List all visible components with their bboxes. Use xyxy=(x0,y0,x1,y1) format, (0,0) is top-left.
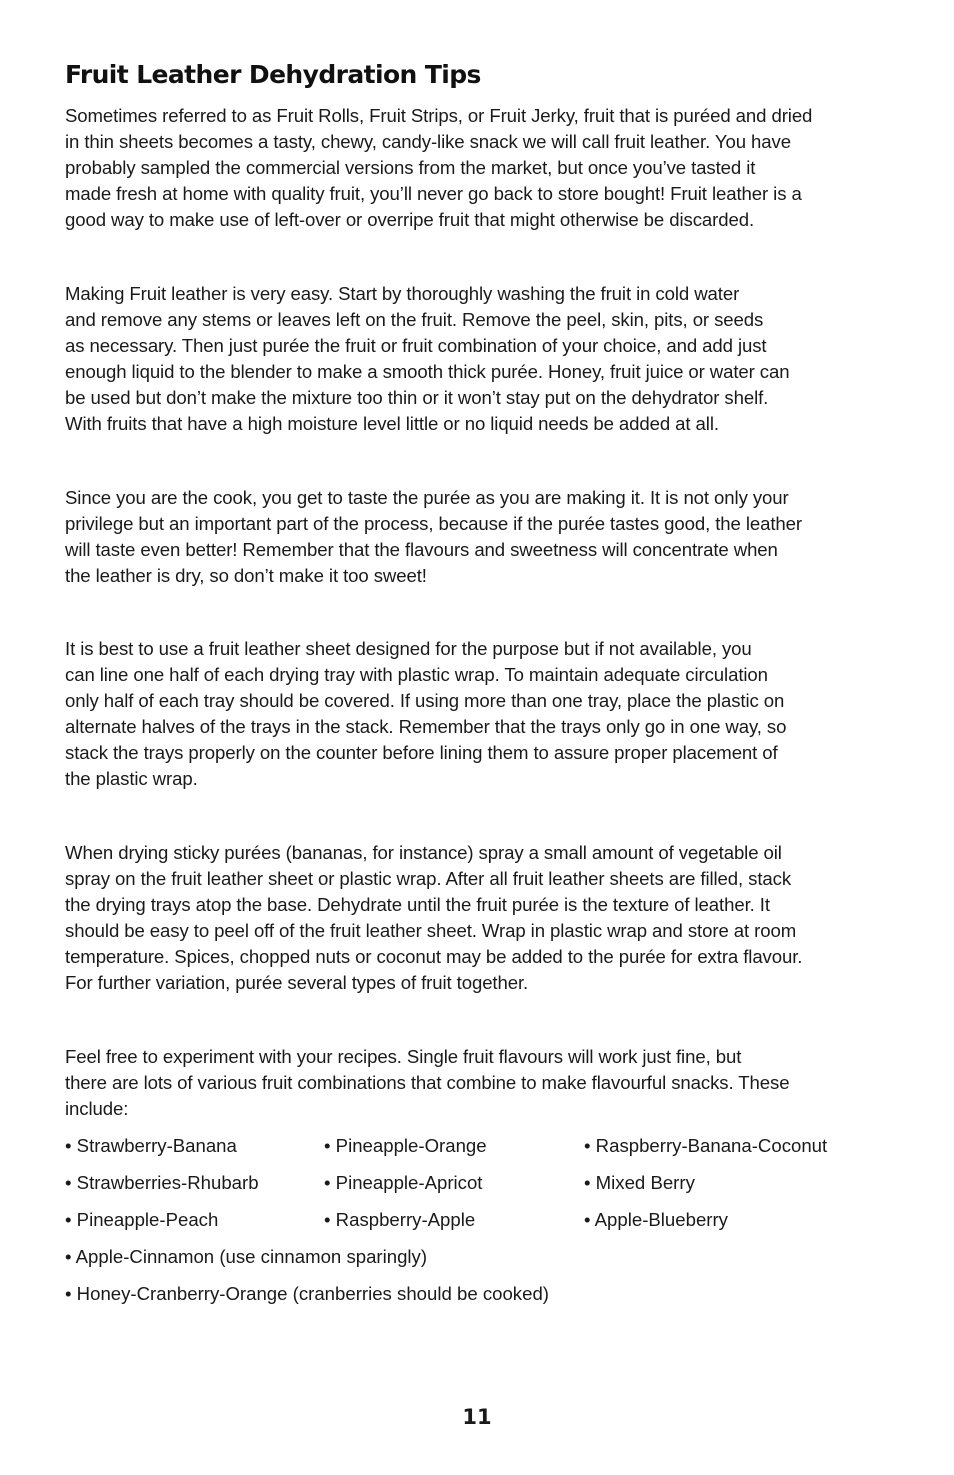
paragraph-line: enough liquid to the blender to make a smooth thick purée. Honey, fruit juice or water can xyxy=(65,361,790,382)
paragraph-line: good way to make use of left-over or overripe fruit that might otherwise be discarded. xyxy=(65,209,755,230)
paragraph-line: alternate halves of the trays in the stack. Remember that the trays only go in one way, so xyxy=(65,716,787,737)
page-number: 11 xyxy=(462,1405,492,1429)
list-item: • Pineapple-Orange xyxy=(324,1135,487,1156)
list-item: • Pineapple-Peach xyxy=(65,1209,219,1230)
list-item: • Pineapple-Apricot xyxy=(324,1172,483,1193)
paragraph-line: and remove any stems or leaves left on the fruit. Remove the peel, skin, pits, or seeds xyxy=(65,309,764,330)
page-title: Fruit Leather Dehydration Tips xyxy=(65,60,481,89)
paragraph-line: privilege but an important part of the process, because if the purée tastes good, the leather xyxy=(65,513,802,534)
bullet-row xyxy=(65,1244,895,1281)
paragraph-intro xyxy=(65,103,895,233)
paragraph-line: Making Fruit leather is very easy. Start by thoroughly washing the fruit in cold water xyxy=(65,283,740,304)
list-item: • Raspberry-Banana-Coconut xyxy=(584,1135,828,1156)
paragraph-line: For further variation, purée several types of fruit together. xyxy=(65,972,529,993)
paragraph-line: the drying trays atop the base. Dehydrate until the fruit purée is the texture of leather. It xyxy=(65,894,770,915)
list-item: • Strawberry-Banana xyxy=(65,1135,237,1156)
paragraph-line: only half of each tray should be covered. If using more than one tray, place the plastic on xyxy=(65,690,785,711)
bullet-row xyxy=(65,1281,895,1318)
bullet-row xyxy=(65,1133,895,1170)
paragraph-line: there are lots of various fruit combinations that combine to make flavourful snacks. These xyxy=(65,1072,790,1093)
paragraph-line: made fresh at home with quality fruit, you’ll never go back to store bought! Fruit leather is a xyxy=(65,183,802,204)
paragraph-line: should be easy to peel off of the fruit leather sheet. Wrap in plastic wrap and store at room xyxy=(65,920,797,941)
paragraph-line: can line one half of each drying tray with plastic wrap. To maintain adequate circulation xyxy=(65,664,768,685)
paragraph-line: temperature. Spices, chopped nuts or coconut may be added to the purée for extra flavour. xyxy=(65,946,803,967)
paragraph-line: the plastic wrap. xyxy=(65,768,198,789)
paragraph-line: the leather is dry, so don’t make it too sweet! xyxy=(65,565,427,586)
paragraph-line: Feel free to experiment with your recipes. Single fruit flavours will work just fine, but xyxy=(65,1046,742,1067)
paragraph-line: as necessary. Then just purée the fruit or fruit combination of your choice, and add just xyxy=(65,335,767,356)
list-item: • Raspberry-Apple xyxy=(324,1209,476,1230)
paragraph-line: Sometimes referred to as Fruit Rolls, Fruit Strips, or Fruit Jerky, fruit that is puréed and dried xyxy=(65,105,813,126)
paragraph-drying xyxy=(65,840,895,996)
paragraph-making xyxy=(65,281,895,437)
paragraph-sheets xyxy=(65,636,895,792)
bullet-row xyxy=(65,1170,895,1207)
paragraph-experiment xyxy=(65,1044,895,1122)
paragraph-line: stack the trays properly on the counter before lining them to assure proper placement of xyxy=(65,742,778,763)
paragraph-line: When drying sticky purées (bananas, for instance) spray a small amount of vegetable oil xyxy=(65,842,782,863)
list-item: • Apple-Cinnamon (use cinnamon sparingly) xyxy=(65,1246,428,1267)
paragraph-line: include: xyxy=(65,1098,129,1119)
paragraph-tasting xyxy=(65,485,895,589)
paragraph-line: probably sampled the commercial versions from the market, but once you’ve tasted it xyxy=(65,157,756,178)
paragraph-line: spray on the fruit leather sheet or plastic wrap. After all fruit leather sheets are filled, stack xyxy=(65,868,792,889)
list-item: • Strawberries-Rhubarb xyxy=(65,1172,259,1193)
bullet-row xyxy=(65,1207,895,1244)
paragraph-line: be used but don’t make the mixture too thin or it won’t stay put on the dehydrator shelf. xyxy=(65,387,769,408)
list-item: • Apple-Blueberry xyxy=(584,1209,728,1230)
paragraph-line: will taste even better! Remember that the flavours and sweetness will concentrate when xyxy=(65,539,778,560)
fruit-combination-list xyxy=(65,1133,895,1318)
paragraph-line: in thin sheets becomes a tasty, chewy, candy-like snack we will call fruit leather. You have xyxy=(65,131,791,152)
paragraph-line: It is best to use a fruit leather sheet designed for the purpose but if not available, you xyxy=(65,638,752,659)
list-item: • Mixed Berry xyxy=(584,1172,695,1193)
paragraph-line: Since you are the cook, you get to taste the purée as you are making it. It is not only your xyxy=(65,487,789,508)
list-item: • Honey-Cranberry-Orange (cranberries should be cooked) xyxy=(65,1283,549,1304)
paragraph-line: With fruits that have a high moisture level little or no liquid needs be added at all. xyxy=(65,413,719,434)
